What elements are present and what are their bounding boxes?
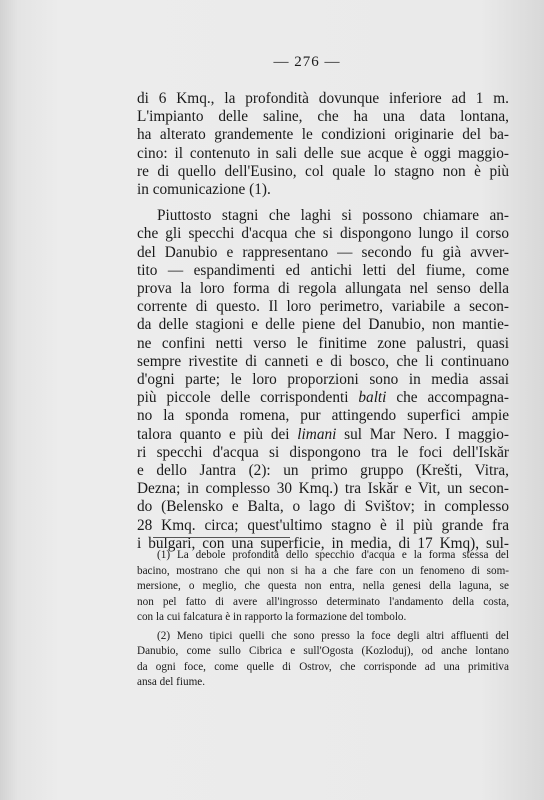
footnote-line: bacino, mostrano che qui non si ha a che fare con un fenomeno di som-: [137, 564, 509, 577]
text-line: re di quello dell'Eusino, col quale lo stagno non è più: [137, 162, 509, 180]
page-number: — 276 —: [273, 54, 341, 70]
text-line: da delle stagioni e delle piene del Danubio, non mantie-: [137, 316, 509, 334]
text-line: tito — espandimenti ed antichi letti del fiume, come: [137, 261, 509, 279]
footnote-line: da ogni foce, come quelle di Ostrov, che corrisponde ad una primitiva: [137, 660, 509, 673]
text-line: ne confini netti verso le finitime zone palustri, quasi: [137, 334, 509, 352]
paragraph-1: [137, 90, 509, 199]
paragraph-2: [137, 207, 509, 553]
footnote-line: non pel fatto di avere all'ingrosso determinato l'andamento della costa,: [137, 595, 509, 608]
footnote-1: [137, 548, 509, 626]
footnote-line: (2) Meno tipici quelli che sono presso la foce degli altri affluenti del: [157, 629, 509, 642]
text-line: i bulgari, con una superficie, in media, di 17 Kmq), sul-: [137, 534, 509, 552]
text-line: corrente di questo. Il loro perimetro, variabile a secon-: [137, 298, 509, 316]
text-line: cino: il contenuto in sali delle sue acque è oggi maggio-: [137, 144, 509, 162]
text-line: che gli specchi d'acqua che si dispongono lungo il corso: [137, 225, 509, 243]
text-line: do (Belensko e Balta, o lago di Svištov; in complesso: [137, 498, 509, 516]
text-line: Piuttosto stagni che laghi si possono chiamare an-: [157, 207, 509, 225]
text-line: L'impianto delle saline, che ha una data lontana,: [137, 108, 509, 126]
text-line: in comunicazione (1).: [137, 181, 271, 199]
text-line: sempre rivestite di canneti e di bosco, che li continuano: [137, 352, 509, 370]
footnotes: [137, 548, 509, 691]
text-line: di 6 Kmq., la profondità dovunque inferiore ad 1 m.: [137, 90, 509, 107]
footnote-line: Danubio, come sullo Cibrica e sull'Ogosta (Kozloduj), od anche lontano: [137, 645, 509, 657]
text-line: e dello Jantra (2): un primo gruppo (Krešti, Vitra,: [137, 462, 509, 480]
text-line: no la sponda romena, pur attingendo superfici ampie: [137, 407, 509, 425]
footnote-divider: [153, 537, 290, 538]
footnote-line: mersione, o meglio, che questa non entra, nella genesi della laguna, se: [137, 580, 509, 592]
text-line: d'ogni parte; le loro proporzioni sono in media assai: [137, 371, 509, 389]
text-line: talora quanto e più dei limani sul Mar Nero. I maggio-: [137, 425, 509, 443]
text-line: 28 Kmq. circa; quest'ultimo stagno è il più grande fra: [137, 516, 509, 534]
main-text: [137, 90, 509, 553]
text-line: ha alterato grandemente le condizioni originarie del ba-: [137, 126, 509, 144]
footnote-line: (1) La debole profondità dello specchio d'acqua e la forma stessa del: [157, 549, 509, 561]
text-line: più piccole delle corrispondenti balti che accompagna-: [137, 389, 509, 407]
footnote-2: [137, 629, 509, 691]
footnote-line: ansa del fiume.: [137, 676, 206, 688]
text-line: ri specchi d'acqua si dispongono tra le foci dell'Iskăr: [137, 443, 509, 461]
footnote-line: con la cui falcatura è in rapporto la formazione del tombolo.: [137, 611, 407, 623]
text-line: prova la loro forma di regola allungata nel senso della: [137, 280, 509, 298]
text-line: Dezna; in complesso 30 Kmq.) tra Iskăr e Vit, un secon-: [137, 480, 509, 498]
text-line: del Danubio e rappresentano — secondo fu già avver-: [137, 243, 509, 261]
